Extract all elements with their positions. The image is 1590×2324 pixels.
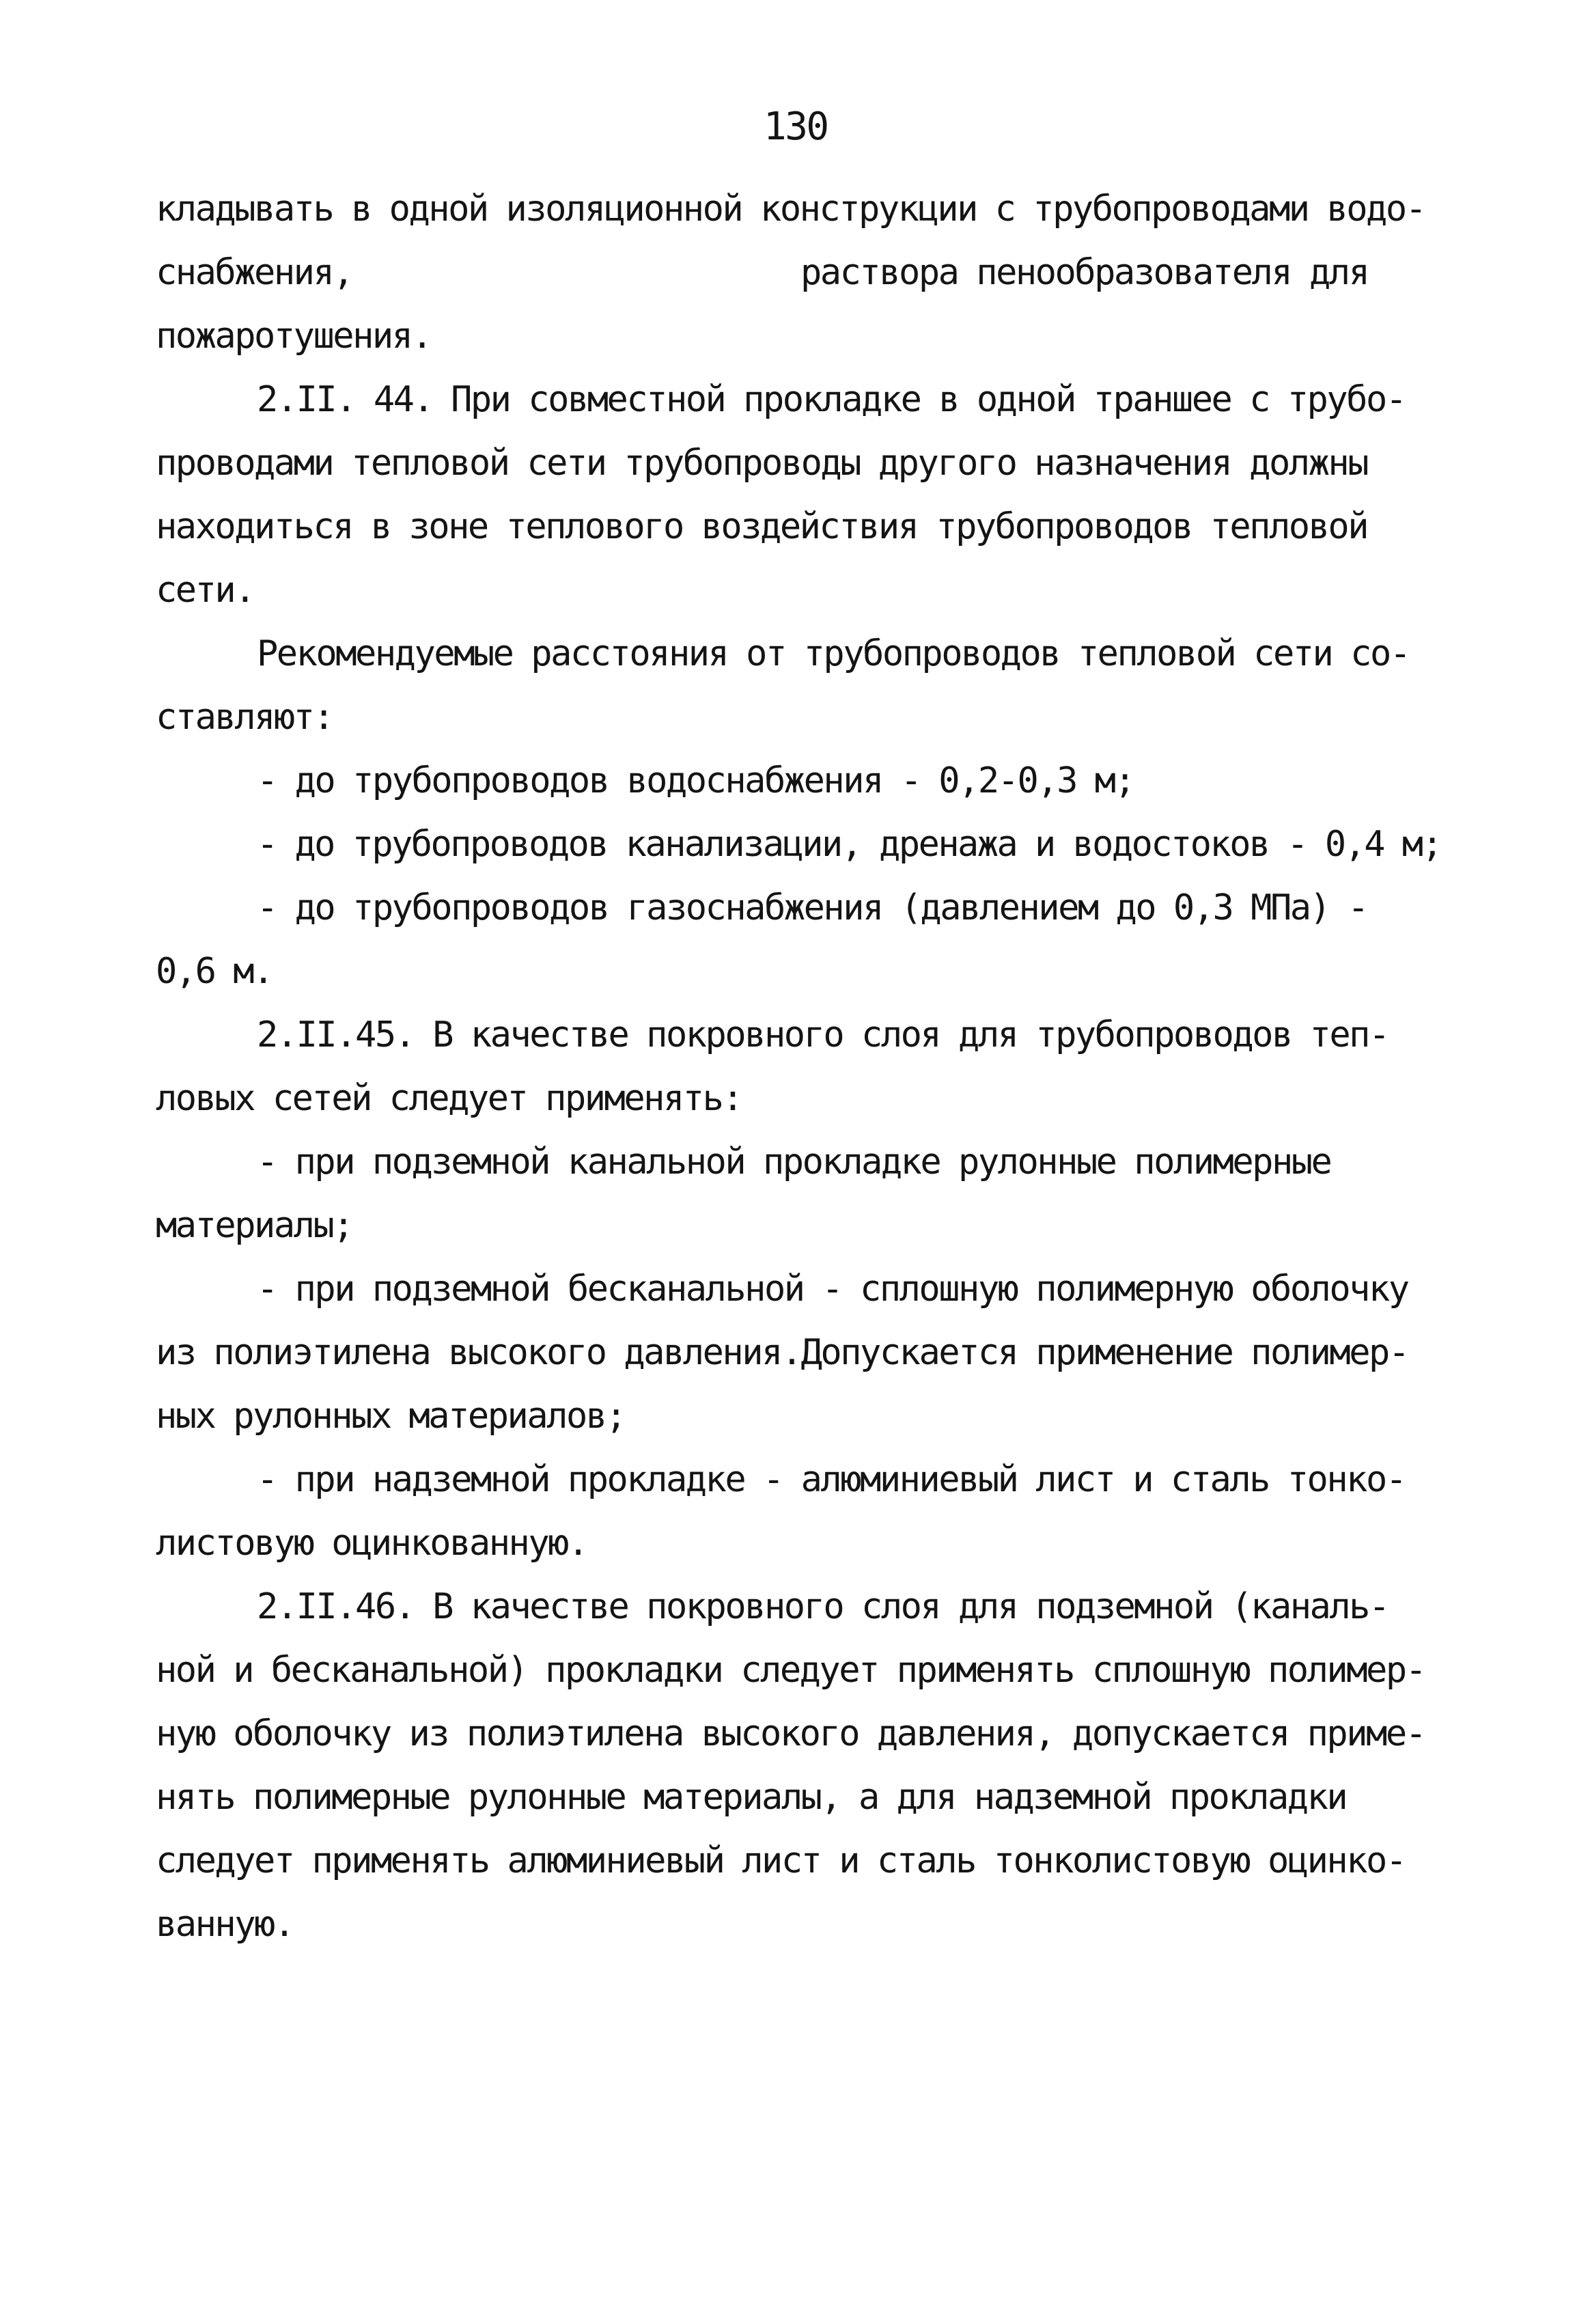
text-line-20: ных рулонных материалов; [156,1396,626,1437]
text-line-6: находиться в зоне теплового воздействия трубопроводов тепловой [156,506,1368,547]
text-line-26: нять полимерные рулонные материалы, а для надземной прокладки [156,1777,1347,1818]
list-item-gas-supply: - до трубопроводов газоснабжения (давлением до 0,3 МПа) - [257,887,1367,928]
list-item-water-supply: - до трубопроводов водоснабжения - 0,2-0,3 м; [257,760,1134,801]
text-line-27: следует применять алюминиевый лист и сталь тонколистовую оцинко- [156,1840,1406,1881]
page-number: 130 [764,105,828,149]
list-item-underground-channel: - при подземной канальной прокладке рулонные полимерные [257,1142,1331,1182]
text-line-3: пожаротушения. [156,316,432,357]
text-line-13: 0,6 м. [156,951,273,992]
paragraph-2-11-44-start: 2.II. 44. При совместной прокладке в одной траншее с трубо- [257,379,1406,420]
text-line-19: из полиэтилена высокого давления.Допускается применение полимер- [156,1332,1408,1373]
text-line-1: кладывать в одной изоляционной конструкции с трубопроводами водо- [156,189,1425,230]
text-line-28: ванную. [156,1904,294,1945]
list-item-underground-channelless: - при подземной бесканальной - сплошную полимерную оболочку [257,1269,1408,1310]
text-line-7: сети. [156,570,255,611]
text-line-25: ную оболочку из полиэтилена высокого давления, допускается приме- [156,1713,1425,1754]
paragraph-2-11-45-start: 2.II.45. В качестве покровного слоя для трубопроводов теп- [257,1014,1389,1055]
text-line-5: проводами тепловой сети трубопроводы другого назначения должны [156,443,1368,484]
text-line-2-right: раствора пенообразователя для [800,252,1369,293]
list-item-sewerage: - до трубопроводов канализации, дренажа и водостоков - 0,4 м; [257,824,1442,865]
text-line-15: ловых сетей следует применять: [156,1078,742,1119]
paragraph-2-11-46-start: 2.II.46. В качестве покровного слоя для подземной (каналь- [257,1586,1389,1627]
recommended-distances-intro: Рекомендуемые расстояния от трубопроводов тепловой сети со- [257,633,1410,674]
text-line-17: материалы; [156,1205,353,1246]
text-line-9: ставляют: [156,697,333,738]
text-line-2-left: снабжения, [156,252,353,293]
list-item-aboveground: - при надземной прокладке - алюминиевый лист и сталь тонко- [257,1459,1406,1500]
text-line-24: ной и бесканальной) прокладки следует применять сплошную полимер- [156,1650,1425,1691]
text-line-22: листовую оцинкованную. [156,1523,587,1564]
